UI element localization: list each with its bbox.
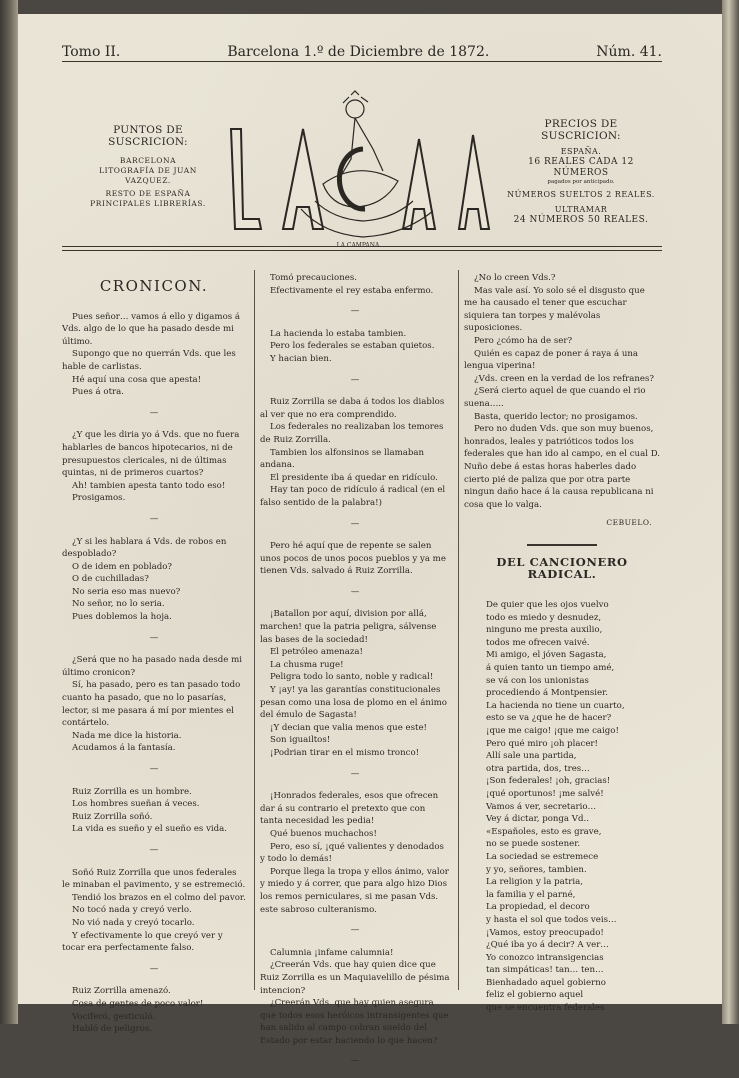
paragraph: No seria eso mas nuevo? (72, 586, 181, 597)
paragraph: ¿Creerán Vds. que hay quien dice que Ruiz Zorrilla es un Maquiavelillo de pésima intencion? (260, 960, 450, 996)
paragraph: Ruiz Zorrilla se daba á todos los diablos al ver que no era comprendido. (260, 397, 445, 420)
paragraph: Prosigamos. (72, 493, 126, 504)
paragraph: Ruiz Zorrilla amenazó. (72, 986, 171, 997)
column-divider (458, 270, 459, 990)
precios-line: NÚMEROS SUELTOS 2 REALES. (507, 190, 655, 199)
suscripcion-line: BARCELONA (119, 156, 177, 165)
verse-line: Pero qué miro ¡oh placer! (486, 738, 598, 749)
paragraph: La chusma ruge! (270, 659, 344, 670)
paragraph: La vida es sueño y el sueño es vida. (72, 824, 228, 835)
paragraph: Nada me dice la historia. (72, 730, 182, 741)
suscripcion-block (78, 124, 218, 209)
paragraph: Peligra todo lo santo, noble y radical! (270, 672, 434, 683)
ornament-divider (527, 544, 597, 546)
paragraph: El presidente iba á quedar en ridículo. (270, 472, 438, 483)
masthead-rule (62, 246, 662, 247)
verse-line: todos me ofrecen vaivé. (486, 637, 590, 648)
logo-caption: LA CAMPANA (336, 242, 380, 249)
paragraph: Tambien los alfonsinos se llamaban andana. (260, 447, 425, 471)
verse-line: la familia y el parné, (486, 889, 576, 900)
paragraph: Tendió los brazos en el colmo del pavor. (72, 892, 246, 903)
cancionero-title: DEL CANCIONERO RADICAL. (496, 554, 628, 582)
precios-title: PRECIOS DE SUSCRICION: (541, 118, 621, 142)
paragraph: Tomó precauciones. (270, 273, 357, 283)
masthead-logo (223, 89, 493, 249)
verse-line: feliz el gobierno aquel (486, 990, 584, 1001)
verse-line: ¡Son federales! ¡oh, gracias! (486, 776, 611, 787)
verse-line: Bienhadado aquel gobierno (486, 977, 606, 988)
verse-line: Vey á dictar, ponga Vd.. (486, 814, 589, 825)
paragraph: La hacienda lo estaba tambien. (270, 328, 407, 339)
paragraph: Ruiz Zorrilla es un hombre. (72, 786, 192, 797)
signature: CEBUELO. (606, 518, 652, 528)
paragraph: Ah! tambien apesta tanto todo eso! (72, 480, 226, 491)
suscripcion-line: RESTO DE ESPAÑA (105, 189, 191, 198)
verse-line: La propiedad, el decoro (486, 902, 590, 913)
column-divider (254, 270, 255, 990)
paragraph: Pues doblemos la hoja. (72, 612, 172, 623)
precios-block (506, 118, 656, 226)
paragraph: Pero los federales se estaban quietos. (270, 341, 435, 352)
verse-line: se vá con los unionistas (486, 675, 589, 686)
separator: — (350, 925, 360, 936)
page-edge (722, 0, 739, 1024)
suscripcion-line: PRINCIPALES LIBRERÍAS. (90, 199, 206, 208)
separator: — (149, 632, 159, 643)
paragraph: ¿No lo creen Vds.? (474, 273, 556, 283)
separator: — (149, 963, 159, 974)
paragraph: El petróleo amenaza! (270, 647, 363, 658)
verse-line: y yo, señores, tambien. (486, 864, 587, 875)
paragraph: Pues á otra. (72, 387, 124, 398)
paragraph: ¡Honrados federales, esos que ofrecen dar á su contrario el pretexto que con tanta necesidad les pedia! (260, 791, 439, 827)
paragraph: Qué buenos muchachos! (270, 828, 377, 839)
verse-line: Allí sale una partida, (486, 751, 577, 762)
suscripcion-line: LITOGRAFÍA DE JUAN VAZQUEZ. (99, 166, 197, 185)
paragraph: Porque llega la tropa y ellos ánimo, valor y miedo y á correr, que para algo hizo Dios los remos perniculares, si me pasan Vds. este sabroso culteranismo. (260, 866, 449, 915)
separator: — (149, 513, 159, 524)
paragraph: ¿Y que les diria yo á Vds. que no fuera hablarles de bancos hipotecarios, ni de presupuestos clericales, ni de últimas quintas, ni de primeros cuartos? (62, 430, 240, 479)
paragraph: Hay tan poco de ridículo á radical (en el falso sentido de la palabra!) (260, 485, 446, 508)
verse-line: La hacienda no tiene un cuarto, (486, 700, 625, 711)
separator: — (149, 407, 159, 418)
paragraph: ¿Vds. creen en la verdad de los refranes? (474, 373, 655, 384)
verse-block (464, 599, 660, 1015)
paragraph: ¿Será que no ha pasado nada desde mi último cronicon? (62, 655, 243, 678)
paragraph: Y hacian bien. (270, 353, 332, 364)
paragraph: Supongo que no querrán Vds. que les hable de carlistas. (62, 349, 236, 372)
paragraph: No señor, no lo seria. (72, 599, 165, 610)
dateline: Barcelona 1.º de Diciembre de 1872. (227, 44, 490, 60)
precios-ultramar: ULTRAMAR (554, 205, 608, 214)
paragraph: Pues señor… vamos á ello y digamos á Vds. algo de lo que ha pasado desde mi último. (62, 311, 241, 347)
paragraph: Vociferó, gesticuló. (72, 1011, 156, 1022)
separator: — (350, 768, 360, 779)
header-line (62, 34, 662, 60)
verse-line: ¡qué oportunos! ¡me salvé! (486, 788, 604, 799)
volume-label: Tomo II. (62, 44, 121, 60)
column-cronicon-continued (260, 272, 450, 1078)
verse-line: La sociedad se estremece (486, 851, 599, 862)
verse-line: Mi amigo, el jóven Sagasta, (486, 650, 607, 661)
verse-line: tan simpáticas! tan… ten… (486, 965, 604, 976)
paragraph: ¡Y decian que valia menos que este! (270, 722, 428, 733)
precios-note: pagados por anticipado. (547, 179, 615, 185)
paragraph: Efectivamente el rey estaba enfermo. (270, 285, 434, 296)
paragraph: Son iguailtos! (270, 735, 331, 746)
masthead-rule-thin (62, 250, 662, 251)
paragraph: ¿Y si les hablara á Vds. de robos en despoblado? (62, 536, 227, 560)
cronicon-title: CRONICON. (99, 277, 209, 295)
verse-line: ¿Qué iba yo á decir? A ver… (486, 940, 609, 951)
paragraph: Pero ¿cómo ha de ser? (474, 335, 573, 346)
paragraph: Mas vale así. Yo solo sé el disgusto que me ha causado el tener que escuchar siquiera tan torpes y malévolas suposiciones. (464, 285, 645, 334)
paragraph: ¿Será cierto aquel de que cuando el rio suena….. (464, 386, 646, 409)
paragraph: Los federales no realizaban los temores de Ruiz Zorrilla. (260, 422, 444, 445)
verse-line: ninguno me presta auxilio, (486, 625, 603, 636)
separator: — (149, 844, 159, 855)
paragraph: Sí, ha pasado, pero es tan pasado todo cuanto ha pasado, que no lo pasarías, lector, si me pasara á mí por mientes el contártelo. (62, 680, 241, 729)
paragraph: Hé aquí una cosa que apesta! (72, 374, 202, 385)
separator: — (350, 518, 360, 529)
paragraph: Cosa de gentes de poco valor! (72, 998, 204, 1009)
column-cancionero (464, 272, 660, 1015)
verse-line: procediendo á Montpensier. (486, 688, 609, 699)
verse-line: Vamos á ver, secretario… (486, 801, 597, 812)
paragraph: Los hombres sueñan á veces. (72, 799, 200, 810)
suscripcion-title: PUNTOS DE SUSCRICION: (108, 124, 188, 148)
verse-line: otra partida, dos, tres… (486, 763, 590, 774)
verse-line: todo es miedo y desnudez, (486, 612, 602, 623)
paragraph: Pero, eso sí, ¡qué valientes y denodados y todo lo demás! (260, 841, 444, 865)
separator: — (350, 306, 360, 317)
paragraph: Soñó Ruiz Zorrilla que unos federales le minaban el pavimento, y se estremeció. (62, 867, 246, 891)
verse-line: ¡que me caigo! ¡que me caigo! (486, 726, 619, 736)
paragraph: ¡Podrian tirar en el mismo tronco! (270, 748, 420, 758)
paragraph: Acudamos á la fantasía. (72, 743, 176, 754)
precios-line: 16 REALES CADA 12 NÚMEROS (528, 157, 634, 178)
paragraph: No tocó nada y creyó verlo. (72, 905, 192, 916)
precios-spain: ESPAÑA. (560, 147, 602, 156)
paragraph: No vió nada y creyó tocarlo. (72, 917, 195, 928)
separator: — (350, 374, 360, 385)
verse-line: De quier que les ojos vuelvo (486, 600, 609, 611)
paragraph: ¡Batallon por aquí, division por allá, marchen! que la patria peligra, sálvense las bases de la sociedad! (260, 609, 437, 645)
separator: — (149, 764, 159, 774)
paragraph: Pero hé aquí que de repente se salen unos pocos de unos pocos pueblos y ya me tienen Vds. salvado á Ruiz Zorrilla. (260, 541, 446, 577)
verse-line: ¡Vamos, estoy preocupado! (486, 927, 604, 938)
separator: — (350, 586, 360, 597)
column-cronicon (62, 272, 246, 1036)
paragraph: Habló de peligros. (72, 1024, 153, 1035)
issue-number: Núm. 41. (596, 44, 662, 60)
newspaper-page (18, 14, 722, 1067)
precios-line: 24 NÚMEROS 50 REALES. (513, 215, 649, 225)
verse-line: Yo conozco intransigencias (486, 952, 604, 963)
header-rule (62, 61, 662, 62)
verse-line: esto se va ¿que he de hacer? (486, 713, 612, 724)
verse-line: que se encuentra federales (486, 1003, 605, 1014)
paragraph: Y efectivamente lo que creyó ver y tocar era perfectamente falso. (62, 930, 223, 954)
separator: — (350, 1056, 360, 1067)
verse-line: y hasta el sol que todos veis… (486, 914, 617, 925)
paragraph: Basta, querido lector; no prosigamos. (474, 411, 638, 422)
paragraph: Pero no duden Vds. que son muy buenos, honrados, leales y patrióticos todos los federales que han ido al campo, en el cual D. Nuño debe á estas horas haberles dado cierto pié de paliza que por otra parte ningun daño hace á la causa republicana ni cosa que lo valga. (464, 424, 661, 510)
verse-line: «Españoles, esto es grave, (486, 826, 602, 837)
book-binding (0, 0, 18, 1024)
paragraph: Quién es capaz de poner á raya á una lengua viperina! (464, 348, 639, 372)
paragraph: O de idem en poblado? (72, 561, 172, 572)
verse-line: á quien tanto un tiempo amé, (486, 663, 615, 674)
verse-line: no se puede sostener. (486, 839, 581, 850)
paragraph: Y ¡ay! ya las garantías constitucionales pesan como una losa de plomo en el ánimo del émulo de Sagasta! (260, 685, 447, 721)
paragraph: ¿Creerán Vds. que hay quien asegura que todos esos heróicos intransigentes que han salido al campo cobran sueldo del Estado por estar haciendo lo que hacen? (260, 998, 449, 1046)
paragraph: Ruiz Zorrilla soñó. (72, 811, 153, 822)
paragraph: O de cuchilladas? (72, 574, 149, 585)
verse-line: La religion y la patria, (486, 877, 583, 888)
paragraph: Calumnia ¡infame calumnia! (270, 947, 394, 958)
